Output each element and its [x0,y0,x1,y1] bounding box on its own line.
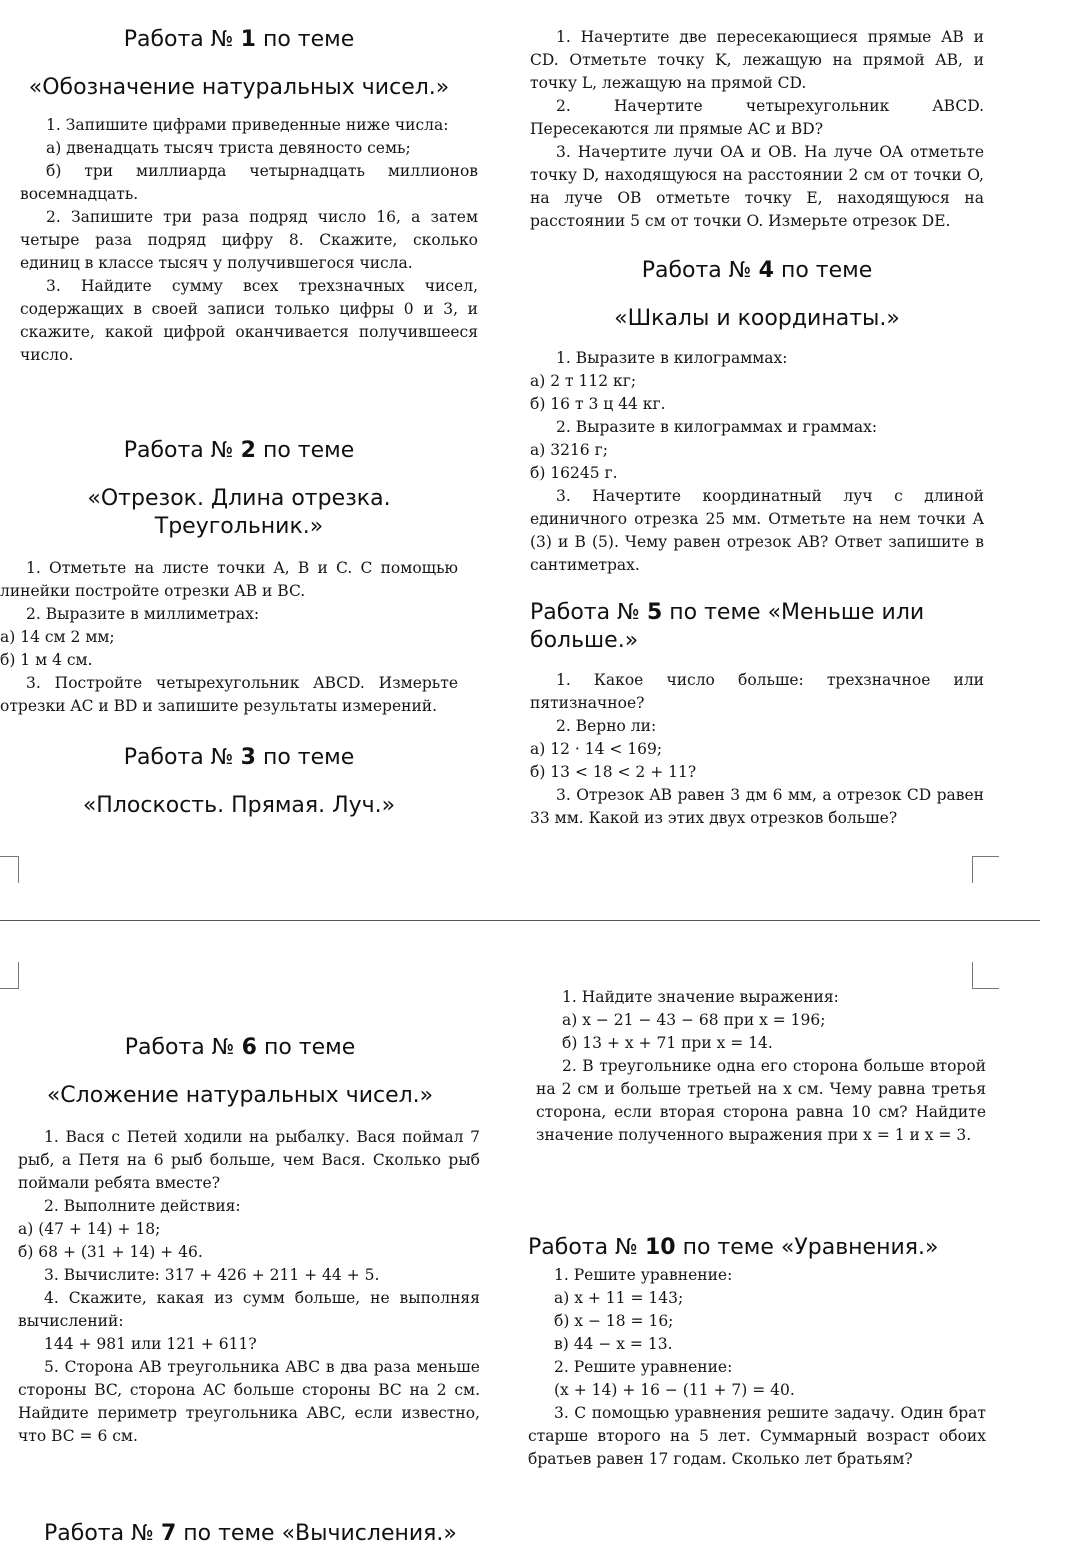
bottom-right-column [536,986,986,1147]
work-2-topic: «Отрезок. Длина отрезка. Треугольник.» [87,486,391,539]
task-text: 2. Выразите в миллиметрах: [26,605,260,623]
task-text: а) двенадцать тысяч триста девяносто семь; [46,139,411,157]
task-text: 1. Выразите в килограммах: [556,349,788,367]
work-3-topic: «Плоскость. Прямая. Луч.» [82,793,396,818]
task-text: 3. С помощью уравнения решите задачу. Один брат старше второго на 5 лет. Суммарный возраст обоих братьев равен 17 годам. Сколько лет братьям? [528,1404,986,1468]
task-text: 144 + 981 или 121 + 611? [44,1335,257,1353]
task-text: а) 3216 г; [530,441,608,459]
task-text: а) x − 21 − 43 − 68 при x = 196; [562,1011,826,1029]
work-1-topic: «Обозначение натуральных чисел.» [28,75,450,100]
work-4-topic: «Шкалы и координаты.» [614,306,900,331]
task-text: а) 2 т 112 кг; [530,372,637,390]
bottom-right-column-lower [528,1234,986,1471]
task-text: 2. Начертите четырехугольник ABCD. Пересекаются ли прямые AC и BD? [530,97,984,138]
work-5-title: Работа № 5 по теме «Меньше или больше.» [530,600,925,653]
task-text: 1. Найдите значение выражения: [562,988,839,1006]
task-text: 3. Постройте четырехугольник ABCD. Измерьте отрезки AC и BD и запишите результаты измерений. [0,674,458,715]
work-4-title: Работа № 4 по теме [641,258,873,283]
task-text: б) x − 18 = 16; [554,1312,674,1330]
work-7-title: Работа № 7 по теме «Вычисления.» [44,1521,457,1546]
crop-mark [972,856,999,883]
task-text: б) 16245 г. [530,464,618,482]
work-9-tasks [536,986,986,1147]
work-6-topic: «Сложение натуральных чисел.» [46,1083,434,1108]
crop-mark [0,962,19,989]
work-4-tasks [530,347,984,577]
task-text: в) 44 − x = 13. [554,1335,673,1353]
task-text: а) 12 · 14 < 169; [530,740,663,758]
task-text: 2. Верно ли: [556,717,657,735]
task-text: 2. Выполните действия: [44,1197,241,1215]
task-text: 1. Решите уравнение: [554,1266,733,1284]
task-text: б) три миллиарда четырнадцать миллионов восемнадцать. [20,162,478,203]
task-text: 3. Начертите лучи OA и OB. На луче OA отметьте точку D, находящуюся на расстоянии 2 см от точки O, на луче OB отметьте точку E, находящуюся на расстоянии 5 см от точки O. Измерьте отрезок DE. [530,143,984,230]
task-text: 1. Отметьте на листе точки A, B и C. С помощью линейки постройте отрезки AB и BC. [0,559,458,600]
task-text: б) 16 т 3 ц 44 кг. [530,395,666,413]
task-text: 1. Какое число больше: трехзначное или пятизначное? [530,671,984,712]
task-text: 2. Выразите в килограммах и граммах: [556,418,878,436]
work-2-title: Работа № 2 по теме [123,438,355,463]
task-text: 3. Начертите координатный луч с длиной единичного отрезка 25 мм. Отметьте на нем точки A (3) и B (5). Чему равен отрезок AB? Ответ запишите в сантиметрах. [530,487,984,574]
task-text: б) 13 + x + 71 при x = 14. [562,1034,773,1052]
task-text: 1. Запишите цифрами приведенные ниже числа: [46,116,449,134]
bottom-left-column [18,1034,480,1448]
work-10-title: Работа № 10 по теме «Уравнения.» [528,1235,939,1260]
task-text: 2. В треугольнике одна его сторона больше второй на 2 см и больше третьей на x см. Чему равна третья сторона, если вторая сторона равна 10 см? Найдите значение полученного выражения при x = 1 и x = 3. [536,1057,986,1144]
task-text: 1. Начертите две пересекающиеся прямые AB и CD. Отметьте точку K, лежащую на прямой AB, и точку L, лежащую на прямой CD. [530,28,984,92]
work-6-tasks [18,1126,480,1448]
crop-mark [0,856,19,883]
work-5-tasks [530,669,984,830]
task-text: (x + 14) + 16 − (11 + 7) = 40. [554,1381,795,1399]
task-text: 3. Найдите сумму всех трехзначных чисел, содержащих в своей записи только цифры 0 и 3, и скажите, какой цифрой оканчивается получившееся число. [20,277,478,364]
top-right-column [530,26,984,830]
task-text: 3. Вычислите: 317 + 426 + 211 + 44 + 5. [44,1266,380,1284]
work-10-tasks [528,1264,986,1471]
task-text: б) 68 + (31 + 14) + 46. [18,1243,203,1261]
task-text: б) 1 м 4 см. [0,651,93,669]
work-3-title: Работа № 3 по теме [123,745,355,770]
work-2-tasks [0,557,458,718]
work-1-tasks [20,114,478,367]
task-text: 3. Отрезок AB равен 3 дм 6 мм, а отрезок CD равен 33 мм. Какой из этих двух отрезков больше? [530,786,984,827]
task-text: 1. Вася с Петей ходили на рыбалку. Вася поймал 7 рыб, а Петя на 6 рыб больше, чем Вася. Сколько рыб поймали ребята вместе? [18,1128,480,1192]
task-text: а) (47 + 14) + 18; [18,1220,161,1238]
task-text: а) 14 см 2 мм; [0,628,115,646]
task-text: 4. Скажите, какая из сумм больше, не выполняя вычислений: [18,1289,480,1330]
crop-mark [972,962,999,989]
work-6-title: Работа № 6 по теме [124,1035,356,1060]
task-text: а) x + 11 = 143; [554,1289,684,1307]
task-text: б) 13 < 18 < 2 + 11? [530,763,697,781]
task-text: 2. Решите уравнение: [554,1358,733,1376]
top-left-column [0,26,478,820]
task-text: 2. Запишите три раза подряд число 16, а затем четыре раза подряд цифру 8. Скажите, сколько единиц в классе тысяч у получившегося числа. [20,208,478,272]
task-text: 5. Сторона AB треугольника ABC в два раза меньше стороны BC, сторона AC больше стороны BC на 2 см. Найдите периметр треугольника ABC, если известно, что BC = 6 см. [18,1358,480,1445]
work-1-title: Работа № 1 по теме [123,27,355,52]
work-3-tasks [530,26,984,233]
page-divider [0,920,1040,921]
